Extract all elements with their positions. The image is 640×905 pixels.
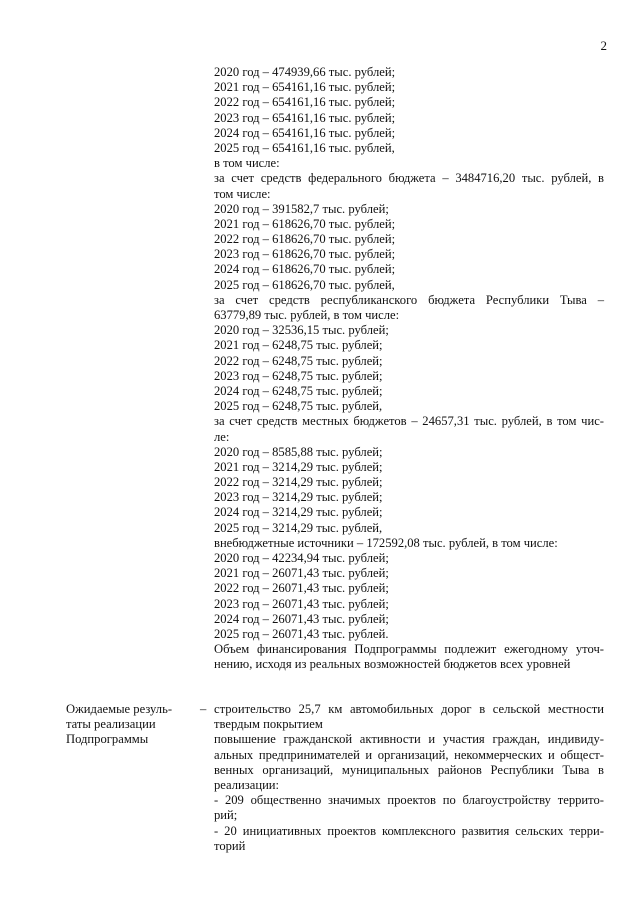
financing-line: за счет средств местных бюджетов – 24657,31 тыс. рублей, в том чис- (214, 414, 604, 429)
expected-result-line: торий (214, 838, 246, 853)
expected-result-line: повышение гражданской активности и участия граждан, индивиду- (214, 732, 604, 747)
expected-results-label-line: Подпрограммы (66, 732, 149, 747)
financing-line: за счет средств федерального бюджета – 3484716,20 тыс. рублей, в (214, 171, 604, 186)
financing-line: 63779,89 тыс. рублей, в том числе: (214, 308, 400, 322)
page-number: 2 (600, 38, 607, 53)
financing-line: 2024 год – 26071,43 тыс. рублей; (214, 611, 389, 626)
financing-line: нению, исходя из реальных возможностей бюджетов всех уровней (214, 657, 571, 672)
financing-line: 2025 год – 6248,75 тыс. рублей, (214, 399, 383, 414)
expected-results-label-line: таты реализации (66, 717, 156, 732)
financing-line: 2024 год – 6248,75 тыс. рублей; (214, 383, 383, 398)
expected-results-section (214, 702, 604, 854)
financing-section (214, 65, 604, 673)
financing-line: 2022 год – 3214,29 тыс. рублей; (214, 475, 383, 490)
financing-line: 2021 год – 26071,43 тыс. рублей; (214, 566, 389, 581)
financing-line: за счет средств республиканского бюджета Республики Тыва – (214, 292, 604, 307)
financing-line: 2023 год – 26071,43 тыс. рублей; (214, 596, 389, 611)
expected-result-line: твердым покрытием (214, 717, 323, 732)
expected-result-line: строительство 25,7 км автомобильных дорог в сельской местности (214, 702, 604, 716)
expected-result-line: реализации: (214, 777, 280, 792)
financing-line: 2022 год – 654161,16 тыс. рублей; (214, 95, 396, 110)
financing-line: 2020 год – 32536,15 тыс. рублей; (214, 323, 389, 338)
financing-line: внебюджетные источники – 172592,08 тыс. рублей, в том числе: (214, 535, 558, 550)
expected-result-line: венных организаций, муниципальных районов Республики Тыва в (214, 762, 604, 777)
expected-result-line: - 209 общественно значимых проектов по благоустройству террито- (214, 793, 604, 808)
results-dash: – (200, 702, 207, 716)
financing-line: 2025 год – 3214,29 тыс. рублей, (214, 520, 383, 535)
financing-line: 2020 год – 8585,88 тыс. рублей; (214, 444, 383, 459)
financing-line: 2021 год – 6248,75 тыс. рублей; (214, 338, 383, 353)
financing-line: 2021 год – 654161,16 тыс. рублей; (214, 80, 396, 95)
financing-line: 2025 год – 26071,43 тыс. рублей. (214, 626, 389, 641)
expected-results-label-line: Ожидаемые резуль- (66, 702, 173, 716)
financing-line: 2022 год – 26071,43 тыс. рублей; (214, 581, 389, 596)
financing-line: 2023 год – 6248,75 тыс. рублей; (214, 368, 383, 383)
financing-line: 2025 год – 654161,16 тыс. рублей, (214, 140, 395, 155)
financing-line: 2020 год – 391582,7 тыс. рублей; (214, 201, 389, 216)
financing-line: Объем финансирования Подпрограммы подлежит ежегодному уточ- (214, 642, 604, 657)
financing-line: 2022 год – 6248,75 тыс. рублей; (214, 353, 383, 368)
financing-line: 2022 год – 618626,70 тыс. рублей; (214, 232, 396, 247)
financing-line: в том числе: (214, 156, 280, 171)
financing-line: 2025 год – 618626,70 тыс. рублей, (214, 277, 395, 292)
financing-line: 2021 год – 3214,29 тыс. рублей; (214, 459, 383, 474)
financing-line: 2023 год – 3214,29 тыс. рублей; (214, 490, 383, 505)
financing-line: 2024 год – 3214,29 тыс. рублей; (214, 505, 383, 520)
financing-line: 2020 год – 474939,66 тыс. рублей; (214, 65, 396, 79)
financing-line: 2024 год – 654161,16 тыс. рублей; (214, 125, 396, 140)
financing-line: 2023 год – 618626,70 тыс. рублей; (214, 247, 396, 262)
financing-line: 2023 год – 654161,16 тыс. рублей; (214, 110, 396, 125)
financing-line: ле: (214, 429, 230, 444)
expected-results-label (66, 702, 201, 748)
expected-result-line: альных предпринимателей и организаций, некоммерческих и общест- (214, 747, 604, 762)
expected-result-line: - 20 инициативных проектов комплексного развития сельских терри- (214, 823, 604, 838)
financing-line: 2021 год – 618626,70 тыс. рублей; (214, 216, 396, 231)
financing-line: 2024 год – 618626,70 тыс. рублей; (214, 262, 396, 277)
financing-line: том числе: (214, 186, 271, 201)
expected-result-line: рий; (214, 808, 238, 823)
financing-line: 2020 год – 42234,94 тыс. рублей; (214, 551, 389, 565)
